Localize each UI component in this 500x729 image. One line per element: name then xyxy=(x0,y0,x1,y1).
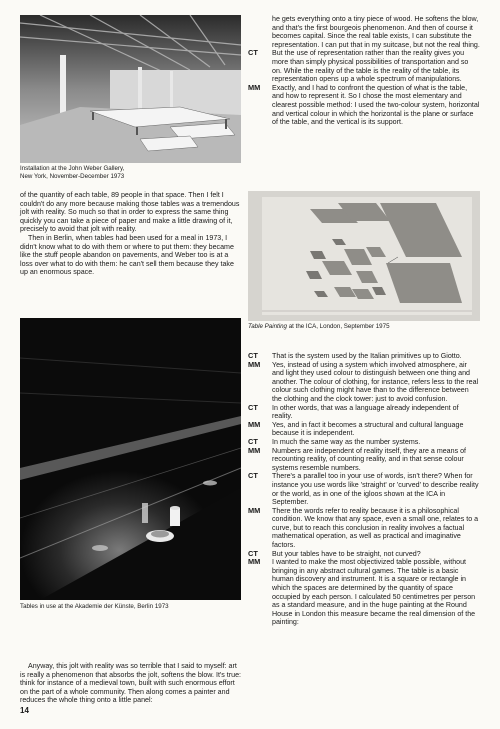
page-number: 14 xyxy=(20,706,29,715)
dialogue-text: Numbers are independent of reality itself, they are a means of recounting reality, of counting reality, and in that sense colour systems resemble numbers. xyxy=(272,446,467,472)
dialogue-entry xyxy=(248,438,480,447)
gallery-installation-photo xyxy=(20,15,241,163)
dialogue-text: Yes, instead of using a system which involved atmosphere, air and light they used colour to distinguish between one thing and another. The colour of clothing, for instance, refers less to the real colour such clothing might have than to the difference between the clothing and the clock tower: just to avoid confusion. xyxy=(272,360,479,403)
dialogue-entry xyxy=(248,447,480,473)
speaker-label: CT xyxy=(248,48,258,58)
right-column-text-bottom xyxy=(248,352,480,627)
paragraph: Anyway, this jolt with reality was so terrible that I said to myself: art is really a phenomenon that absorbs the jolt, softens the blow. It's true: think for instance of a medieval town, built with such enormous effort on the part of a whole community. Then along comes a painter and reduces the whole thing onto a little panel: xyxy=(20,662,241,705)
speaker-label: CT xyxy=(248,402,258,412)
dialogue-text: But your tables have to be straight, not curved? xyxy=(272,549,421,558)
table-painting-image xyxy=(248,191,480,321)
speaker-label: MM xyxy=(248,359,261,369)
dialogue-entry xyxy=(248,404,480,421)
right-column-text-top xyxy=(248,15,480,127)
dialogue-entry xyxy=(248,472,480,506)
speaker-label: CT xyxy=(248,548,258,558)
dialogue-text: I wanted to make the most objectivized table possible, without bringing in any abstract cultural games. The table is a basic human discovery and instrument. It is a square or rectangle in which the spaces are determined by the quantity of space occupied by each person. I calculated 50 centimetres per person as a standard measure, and in the huge painting at the Round House in London this measure became the real dimension of the painting: xyxy=(272,558,476,627)
dialogue-text: he gets everything onto a tiny piece of wood. He softens the blow, and that's the first bourgeois phenomenon. And then of course it becomes capital. Since the real table exists, I can substitute the representation. I can put that in my suitcase, but not the real thing. xyxy=(272,15,480,49)
dialogue-text: Yes, and in fact it becomes a structural and cultural language because it is independent. xyxy=(272,420,464,438)
dialogue-entry xyxy=(248,49,480,83)
gallery-installation-image xyxy=(20,15,241,163)
speaker-label: MM xyxy=(248,419,261,429)
table-painting-photo xyxy=(248,191,480,321)
dialogue-text: There the words refer to reality because it is a philosophical condition. We know that any space, even a small one, relates to a curve, but to reach this conclusion in reality involves a factual mathematical operation, as well as practical and imaginative factors. xyxy=(272,506,479,550)
painting-caption-rest: at the ICA, London, September 1975 xyxy=(287,323,390,330)
caption-text: Tables in use at the Akademie der Künste, Berlin 1973 xyxy=(20,603,169,610)
dialogue-intro xyxy=(248,15,480,49)
dialogue-entry xyxy=(248,352,480,361)
left-column-text-bottom xyxy=(20,662,242,705)
dialogue-entry xyxy=(248,550,480,559)
gallery-photo-caption xyxy=(20,165,241,180)
painting-caption xyxy=(248,323,480,331)
caption-line-1: Installation at the John Weber Gallery, xyxy=(20,165,125,172)
dialogue-entry xyxy=(248,84,480,127)
paragraph: of the quantity of each table, 89 people in that space. Then I felt I couldn't do any more because making those tables was a tremendous jolt with reality. So much so that in order to express the same thing quickly you can take a piece of paper and make a little drawing of it, precisely to avoid that jolt with reality. xyxy=(20,191,240,234)
speaker-label: MM xyxy=(248,505,261,515)
caption-line-2: New York, November-December 1973 xyxy=(20,172,125,180)
dialogue-entry xyxy=(248,421,480,438)
left-column-text-mid xyxy=(20,191,242,277)
dialogue-text: In other words, that was a language already independent of reality. xyxy=(272,403,459,421)
dialogue-entry xyxy=(248,361,480,404)
speaker-label: MM xyxy=(248,557,261,567)
speaker-label: CT xyxy=(248,436,258,446)
dialogue-text: There's a parallel too in your use of words, isn't there? When for instance you use words like 'straight' or 'curved' to describe reality or the world, as in one of the igloos shown at the ICA in September. xyxy=(272,472,479,507)
painting-title: Table Painting xyxy=(248,323,287,330)
dialogue-entry xyxy=(248,558,480,627)
dialogue-text: Exactly, and I had to confront the question of what is the table, and how to represent it. So I chose the most elementary and clearest possible method: I used the two-colour system, horizontal and vertical colour in which the horizontal is the plane or surface of the table, and the vertical is its support. xyxy=(272,83,480,127)
dialogue-text: But the use of representation rather than the reality gives you more than simply physical possibilities of transportation and so on. While the reality of the table is the reality of the table, its representation opens up a whole spectrum of manipulations. xyxy=(272,49,469,84)
speaker-label: CT xyxy=(248,471,258,481)
dialogue-text: That is the system used by the Italian primitives up to Giotto. xyxy=(272,352,462,360)
speaker-label: MM xyxy=(248,445,261,455)
tables-in-use-photo xyxy=(20,318,241,600)
dialogue-text: In much the same way as the number systems. xyxy=(272,437,421,446)
paragraph: Then in Berlin, when tables had been used for a meal in 1973, I didn't know what to do with them or where to put them: they became like the stuff people abandon on pavements, and Weber too is at a loss over what to do with them: he can't sell them because they take up an enormous space. xyxy=(20,233,234,277)
speaker-label: MM xyxy=(248,82,261,92)
speaker-label: CT xyxy=(248,351,258,360)
dialogue-entry xyxy=(248,507,480,550)
tables-in-use-image xyxy=(20,318,241,600)
tables-photo-caption xyxy=(20,603,242,611)
